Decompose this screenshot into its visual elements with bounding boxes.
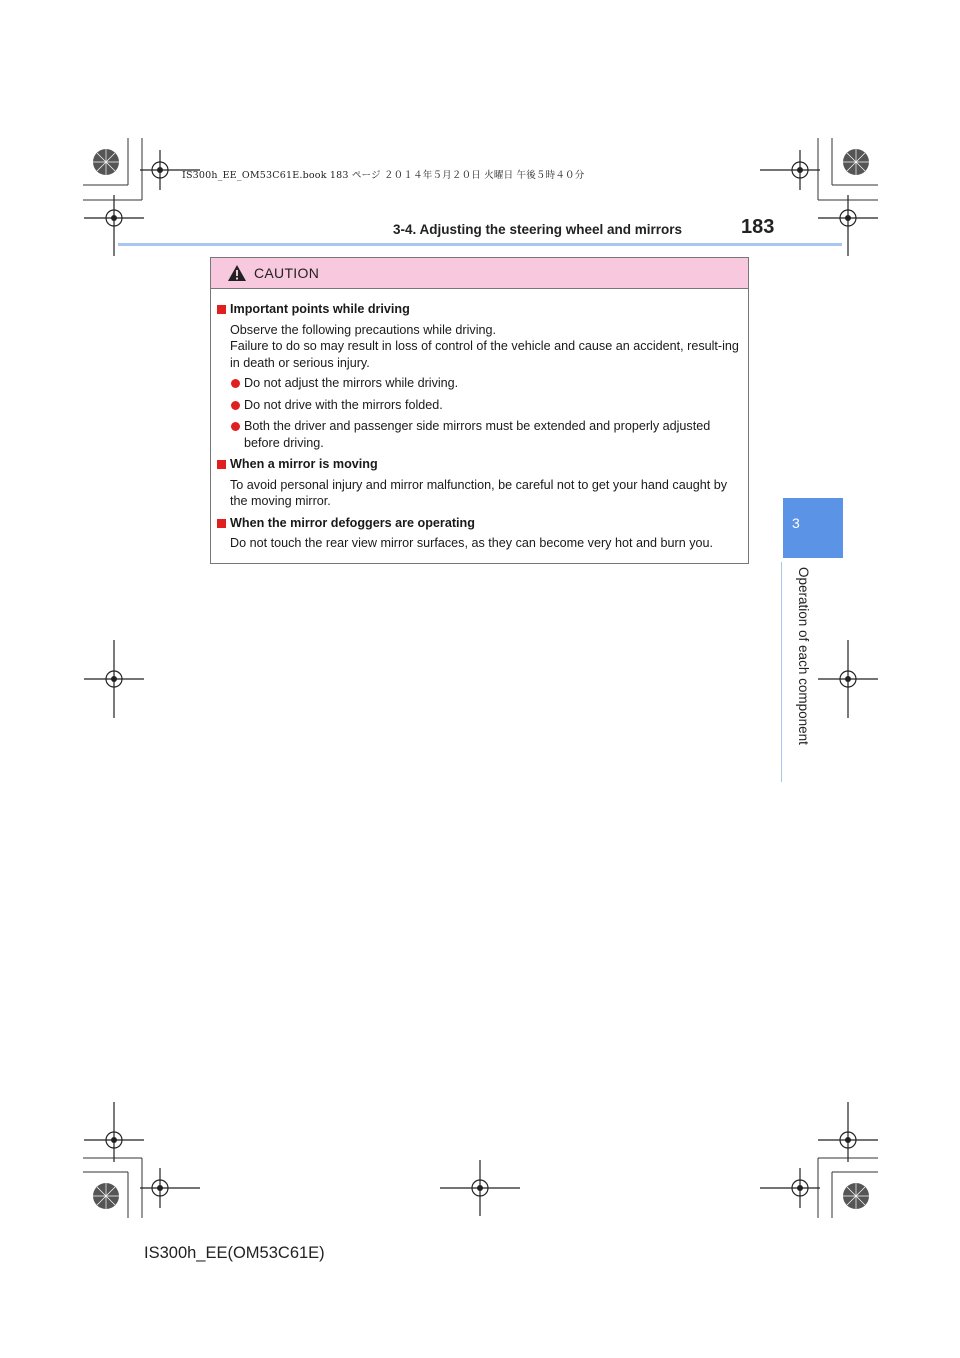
paragraph: Do not touch the rear view mirror surfaces, as they can become very hot and burn you. <box>230 536 713 550</box>
warning-triangle-icon <box>227 264 247 282</box>
chapter-label: Operation of each component <box>796 567 811 745</box>
paragraph: To avoid personal injury and mirror malfunction, be careful not to get your hand caught by the moving mirror. <box>230 477 728 508</box>
section-heading: When a mirror is moving <box>217 456 742 473</box>
caution-body <box>211 289 748 552</box>
caution-title: CAUTION <box>254 265 320 281</box>
header-rule <box>118 243 842 246</box>
model-code: IS300h_EE(OM53C61E) <box>144 1244 325 1262</box>
print-info-line: IS300h_EE_OM53C61E.book 183 ページ ２０１４年５月２０日 火曜日 午後５時４０分 <box>182 170 585 181</box>
chapter-tab[interactable] <box>783 498 843 558</box>
caution-section <box>217 515 742 552</box>
bullet-item: Both the driver and passenger side mirrors must be extended and properly adjusted before driving. <box>217 418 742 451</box>
caution-header <box>211 258 748 289</box>
caution-box <box>210 257 749 564</box>
section-heading: When the mirror defoggers are operating <box>217 515 742 532</box>
bullet-item: Do not drive with the mirrors folded. <box>217 397 742 414</box>
section-title: 3-4. Adjusting the steering wheel and mirrors <box>392 222 682 237</box>
side-rule <box>781 562 782 782</box>
chapter-number: 3 <box>792 515 800 531</box>
page-number: 183 <box>741 216 775 238</box>
bullet-item: Do not adjust the mirrors while driving. <box>217 375 742 392</box>
paragraph: Failure to do so may result in loss of control of the vehicle and cause an accident, result-ing in death or serious injury. <box>230 339 739 370</box>
caution-section <box>217 301 742 451</box>
section-heading: Important points while driving <box>217 301 742 318</box>
paragraph: Observe the following precautions while driving. <box>230 322 497 337</box>
caution-section <box>217 456 742 510</box>
